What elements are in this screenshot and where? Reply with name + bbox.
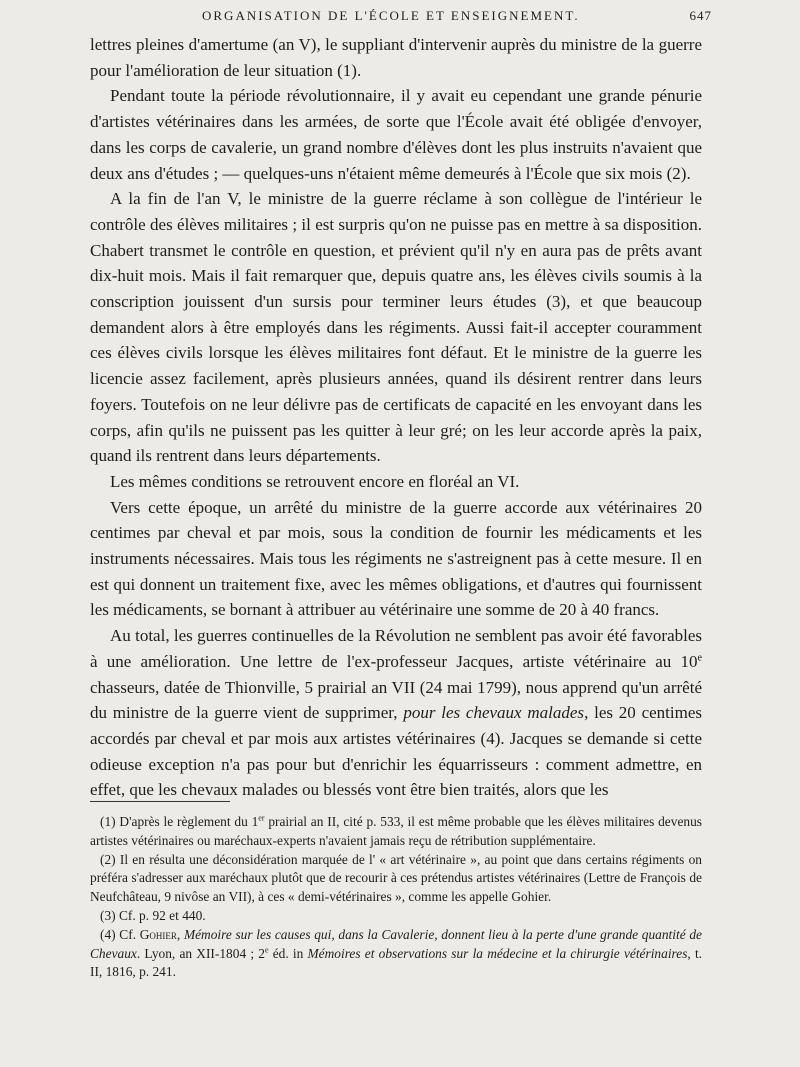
footnote-4-superscript: e [264,945,269,955]
footnote-3: (3) Cf. p. 92 et 440. [100,907,206,923]
footnote-4-author: Gohier [139,926,177,942]
running-title: ORGANISATION DE L'ÉCOLE ET ENSEIGNEMENT. [202,8,580,23]
paragraph-6-part-c: , les 20 centimes accordés par cheval et par mois aux artistes vétérinaires (4). Jacques se demande si cette odieuse exception n'a pas pour but d'enrichir les équarrisseurs : comment admettre, en effet, que les chevaux malades ou blessés vont être bien traités, alors que les [90,703,702,800]
paragraph-3: A la fin de l'an V, le ministre de la guerre réclame à son collègue de l'intérieur le contrôle des élèves militaires ; il est surpris qu'on ne puisse pas en mettre à sa disposition. Chabert transmet le contrôle en question, et prévient qu'il n'y en aura pas de prêts avant dix-huit mois. Mais il fait remarquer que, depuis quatre ans, les élèves civils soumis à la conscription jouissent d'un sursis pour terminer leurs études (3), et que beaucoup demandent alors à être employés dans les régiments. Aussi fait-il accepter couramment ces élèves civils lorsque les élèves militaires font défaut. Et le ministre de la guerre les licencie assez facilement, après plusieurs années, quand ils désirent rentrer dans leurs foyers. Toutefois on ne leur délivre pas de certificats de capacité en les envoyant dans les corps, afin qu'ils ne puissent pas les quitter à leur gré; on les leur accorde après la paix, quand ils rentrent dans leurs départements. [90,189,702,466]
footnote-divider [90,801,230,802]
footnote-4-edition: éd. in [268,945,308,961]
footnote-4-end: , t. II, 1816, p. 241. [90,945,703,980]
footnotes [90,813,702,982]
page-number: 647 [689,8,712,23]
footnote-4-title-2: Mémoires et observations sur la médecine et la chirurgie vétérinaires [307,945,688,961]
footnote-4-publisher: . Lyon, an XII-1804 ; 2 [136,945,265,961]
footnote-2: (2) Il en résulta une déconsidération marquée de l' « art vétérinaire », au point que dans certains régiments on préféra s'adresser aux maréchaux plutôt que de recourir à ces prétendus artistes vétérinaires (Lettre de François de Neufchâteau, 9 nivôse an VII), à ces « demi-vétérinaires », comme les appelle Gohier. [90,851,702,905]
footnote-1-part-a: (1) D'après le règlement du 1 [100,814,259,829]
running-header [90,6,712,28]
paragraph-6-part-a: Au total, les guerres continuelles de la Révolution ne semblent pas avoir été favorables à une amélioration. Une lettre de l'ex-professeur Jacques, artiste vétérinaire au 10 [90,626,702,671]
paragraph-6-emphasis: pour les chevaux malades [403,703,585,723]
footnote-1-superscript: er [258,813,265,823]
paragraph-5: Vers cette époque, un arrêté du ministre de la guerre accorde aux vétérinaires 20 centimes par cheval et par mois, sous la condition de fournir les médicaments et les instruments nécessaires. Mais tous les régiments ne s'astreignent pas à cette mesure. Il en est qui donnent un traitement fixe, avec les mêmes obligations, et d'autres qui fournissent les médicaments, se bornant à attribuer au vétérinaire une somme de 20 à 40 francs. [90,497,702,620]
footnote-1-part-b: prairial an II, cité p. 533, il est même probable que les élèves militaires devenus artistes vétérinaires ou maréchaux-experts n'avaient jamais reçu de rétribution supplémentaire. [90,814,702,848]
main-text [90,32,702,803]
paragraph-2: Pendant toute la période révolutionnaire, il y avait eu cependant une grande pénurie d'artistes vétérinaires dans les armées, de sorte que l'École avait été obligée d'envoyer, dans les corps de cavalerie, un grand nombre d'élèves dont les plus instruits n'avaient que deux ans d'études ; — quelques-uns n'étaient même demeurés à l'École que six mois (2). [90,86,702,183]
ordinal-superscript: e [697,652,702,664]
paragraph-6 [90,623,702,803]
paragraph-4: Les mêmes conditions se retrouvent encore en floréal an VI. [110,471,520,491]
paragraph-1: lettres pleines d'amertume (an V), le suppliant d'intervenir auprès du ministre de la guerre pour l'amélioration de leur situation (1). [90,35,702,80]
footnote-4-prefix: (4) Cf. [100,926,140,942]
footnote-1 [90,813,702,851]
footnote-4-title: , Mémoire sur les causes qui, dans la Cavalerie, donnent lieu à la perte d'une grande quantité de Chevaux [90,926,702,961]
footnote-4 [90,926,702,982]
paragraph-6-part-b: chasseurs, datée de Thionville, 5 prairial an VII (24 mai 1799), nous apprend qu'un arrêté du ministre de la guerre vient de supprimer, [90,677,702,723]
